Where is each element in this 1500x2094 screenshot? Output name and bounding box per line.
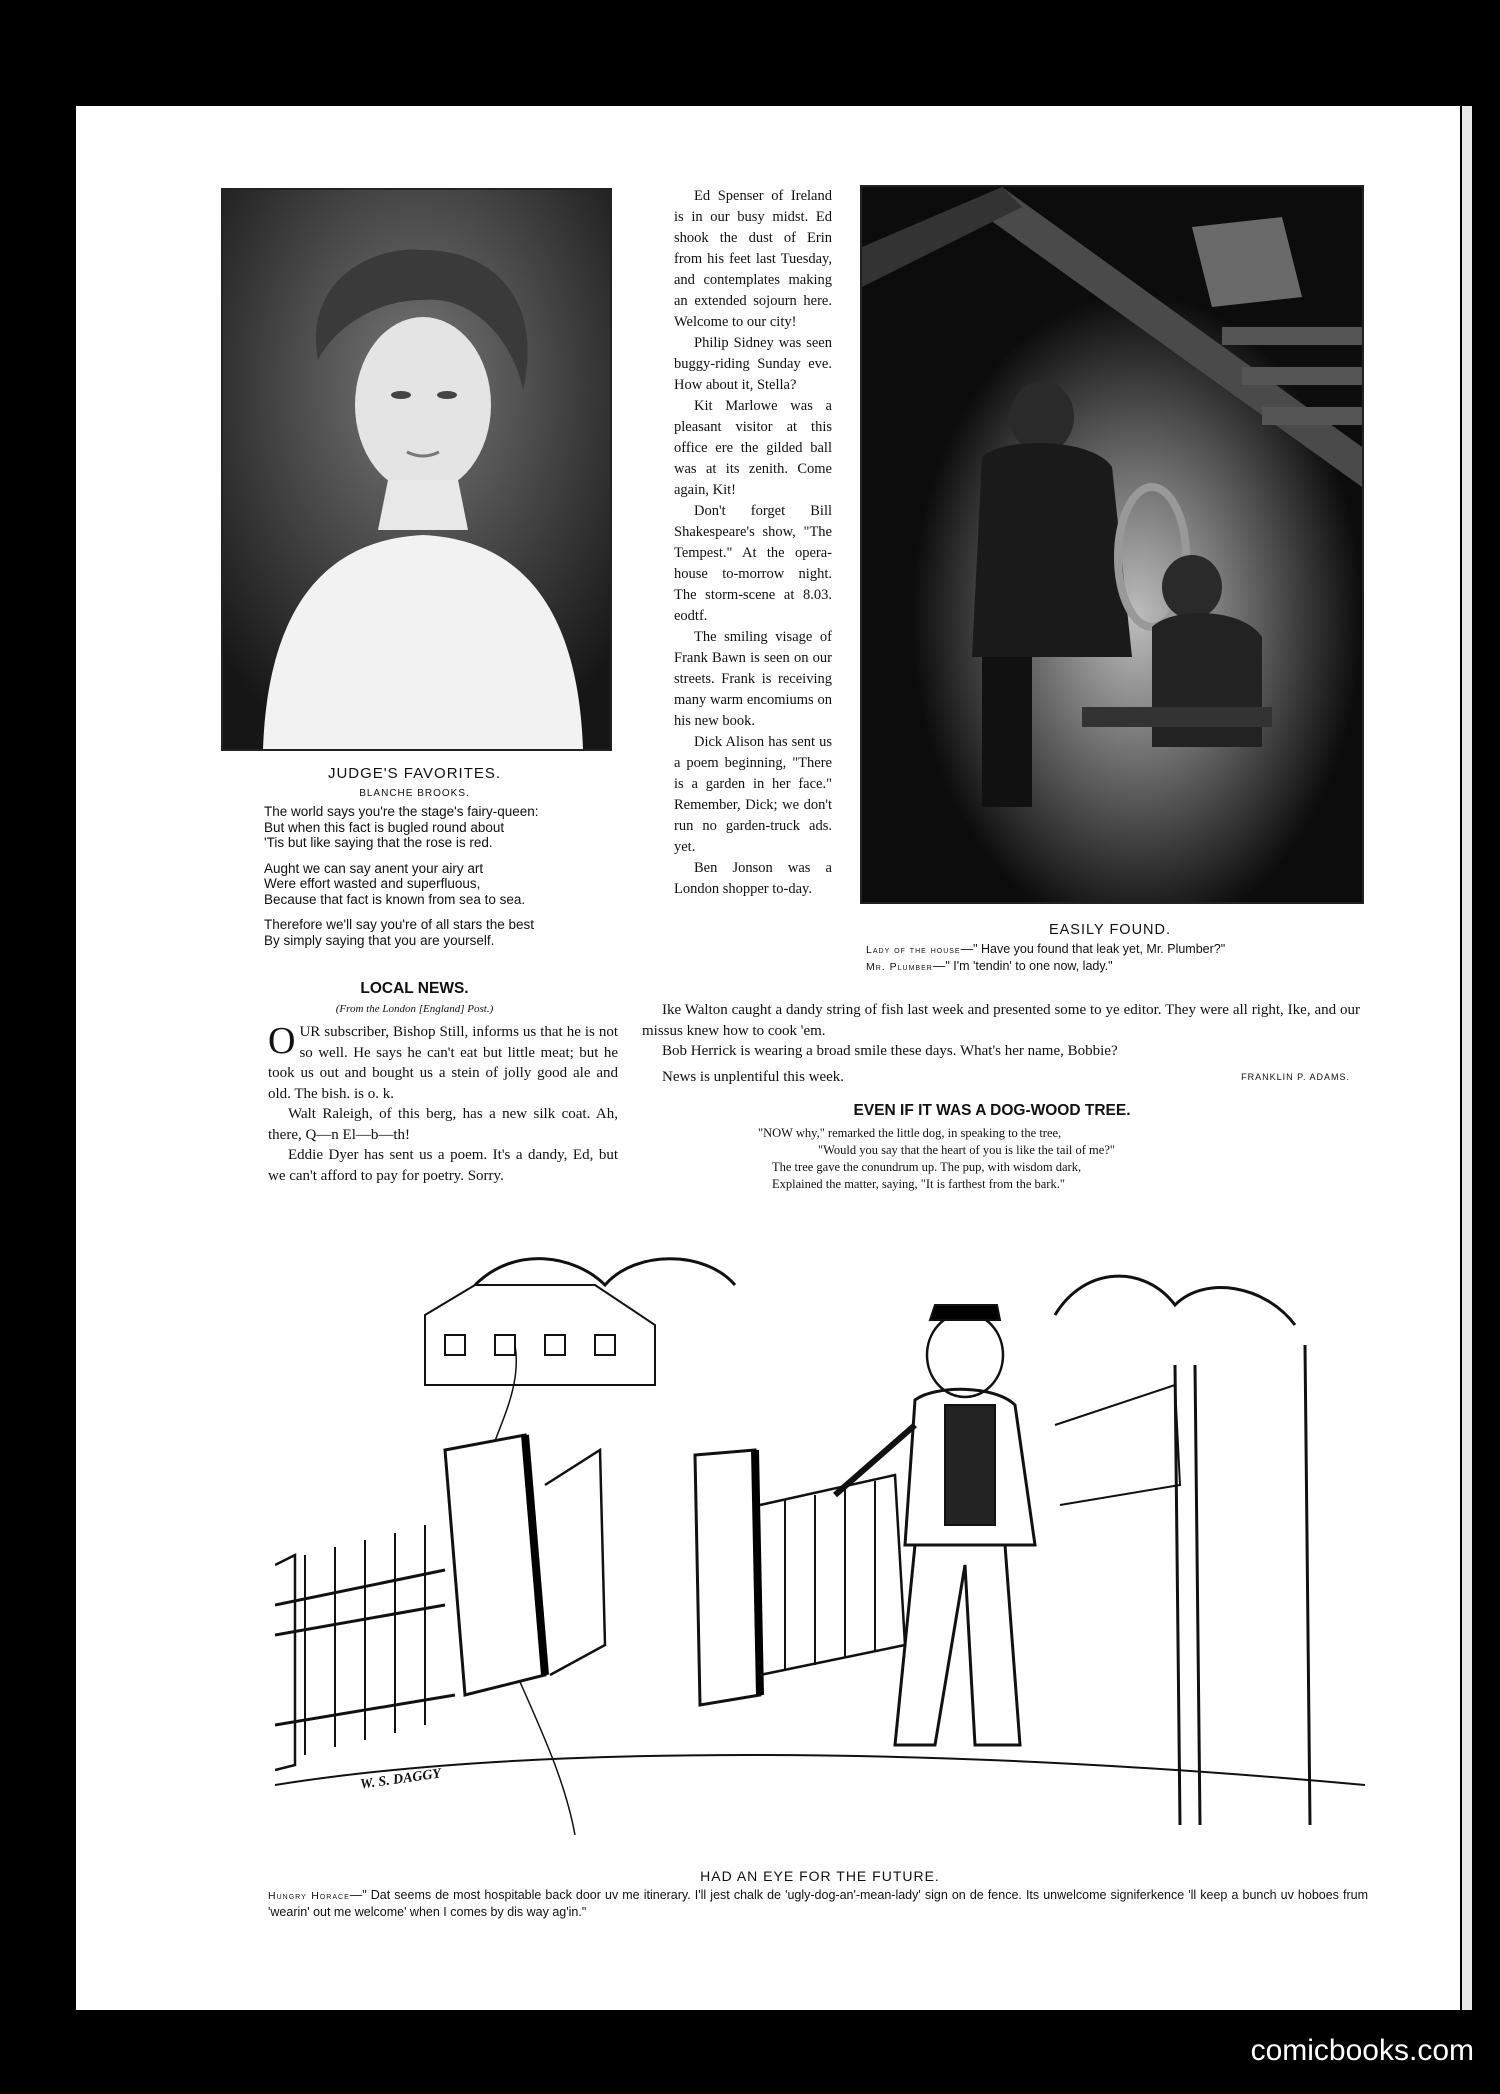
news-item: Kit Marlowe was a pleasant visitor at this office ere the gilded ball was at its zenith. Come again, Kit! [674,398,832,498]
cartoon-illustration [275,1225,1365,1850]
speaker-name: Lady of the house [866,944,961,956]
news-item: Ben Jonson was a London shopper to-day. [674,860,832,897]
dialogue-line [866,959,1366,976]
poem-line: Therefore we'll say you're of all stars the best [264,917,535,932]
local-news-para: Eddie Dyer has sent us a poem. It's a dandy, Ed, but we can't afford to pay for poetry. Sorry. [268,1147,618,1184]
dogwood-poem [758,1125,1318,1193]
poem-line: 'Tis but like saying that the rose is red. [264,835,493,850]
favorites-title: JUDGE'S FAVORITES. [327,765,502,782]
poem-line: By simply saying that you are yourself. [264,932,495,948]
dialogue-line [866,942,1366,959]
cartoon-title: HAD AN EYE FOR THE FUTURE. [700,1868,940,1884]
cartoon-caption [268,1887,1368,1920]
speaker-name: Hungry Horace [268,1890,350,1902]
plumber-illustration [860,185,1364,904]
byline: FRANKLIN P. ADAMS. [1241,1072,1350,1082]
poem-stanza [264,804,604,851]
speaker-name: Mr. Plumber [866,960,933,973]
news-item: Ed Spenser of Ireland is in our busy midst. Ed shook the dust of Erin from his feet last Tuesday, and contemplates making an extended sojourn here. Welcome to our city! [674,188,832,330]
speech-text: —" I'm 'tendin' to one now, lady." [932,958,1113,973]
speech-text: —" Dat seems de most hospitable back door uv me itinerary. I'll jest chalk de 'ugly-dog-an'-mean-lady' sign on de fence. Its unwelcome signiferkence 'll keep a bunch uv hoboes frum 'wearin' out me welcome' when I comes by dis way ag'in." [268,1888,1369,1919]
local-news-title: LOCAL NEWS. [360,980,469,997]
favorites-poem [264,804,604,948]
news-item: Ike Walton caught a dandy string of fish last week and presented some to ye editor. They were all right, Ike, and our missus knew how to cook 'em. [642,1002,1360,1039]
poem-stanza [264,861,604,908]
poem-line: "NOW why," remarked the little dog, in speaking to the tree, [758,1126,1062,1140]
news-last-line: News is unplentiful this week. [662,1069,845,1085]
news-item: Philip Sidney was seen buggy-riding Sunday eve. How about it, Stella? [674,335,832,393]
artist-signature: W. S. DAGGY [359,1766,442,1793]
poem-line: Because that fact is known from sea to sea. [264,891,526,907]
page-spine-edge [1462,106,1472,2010]
dogwood-title: EVEN IF IT WAS A DOG-WOOD TREE. [853,1102,1131,1119]
easily-found-dialogue [866,942,1366,975]
portrait-photo [221,188,612,751]
news-item: Don't forget Bill Shakespeare's show, "The Tempest." At the opera-house to-morrow night. The storm-scene at 8.03. eodtf. [674,503,832,624]
poem-line: "Would you say that the heart of you is like the tail of me?" [818,1143,1115,1157]
poem-line: The tree gave the conundrum up. The pup, with wisdom dark, [772,1160,1082,1174]
poem-line: Explained the matter, saying, "It is farthest from the bark." [772,1177,1065,1191]
local-news-source: (From the London [England] Post.) [335,1003,494,1015]
wide-news [642,1000,1360,1062]
poem-line: Aught we can say anent your airy art [264,860,484,876]
news-item: The smiling visage of Frank Bawn is seen on our streets. Frank is receiving many warm encomiums on his new book. [674,629,832,729]
poem-line: But when this fact is bugled round about [264,819,505,835]
poem-line: The world says you're the stage's fairy-queen: [264,804,539,819]
middle-column [674,186,832,900]
poem-stanza [264,917,604,948]
local-news-body [268,1022,618,1186]
news-item: Dick Alison has sent us a poem beginning, "There is a garden in her face." Remember, Dick; we don't run no garden-truck ads. yet. [674,734,832,855]
news-item: Bob Herrick is wearing a broad smile these days. What's her name, Bobbie? [662,1043,1118,1059]
site-watermark: comicbooks.com [1250,2034,1474,2067]
speech-text: —" Have you found that leak yet, Mr. Plumber?" [960,942,1226,956]
easily-found-title: EASILY FOUND. [1048,922,1172,938]
poem-line: Were effort wasted and superfluous, [264,876,481,891]
local-news-first-para: UR subscriber, Bishop Still, informs us that he is not so well. He says he can't eat but little meat; but he took us out and bought us a stein of jolly good ale and old. The bish. is o. k. [268,1024,618,1102]
favorites-subtitle: BLANCHE BROOKS. [359,788,470,799]
local-news-para: Walt Raleigh, of this berg, has a new silk coat. Ah, there, Q—n El—b—th! [268,1106,618,1143]
dropcap-letter: O [268,1020,296,1062]
news-footer [642,1067,1360,1088]
